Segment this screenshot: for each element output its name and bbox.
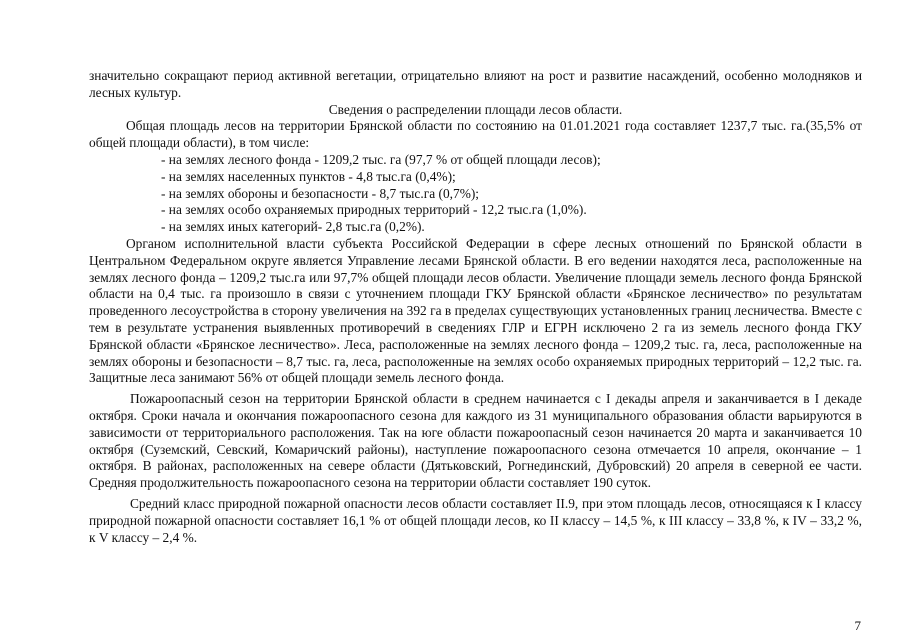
document-page bbox=[89, 68, 862, 546]
section-heading: Сведения о распределении площади лесов области. bbox=[328, 101, 623, 117]
paragraph-intro: значительно сокращают период активной вегетации, отрицательно влияют на рост и развитие насаждений, особенно молодняков и лесных культур. bbox=[89, 68, 862, 100]
list-item: - на землях населенных пунктов - 4,8 тыс.га (0,4%); bbox=[161, 168, 456, 184]
list-item: - на землях лесного фонда - 1209,2 тыс. га (97,7 % от общей площади лесов); bbox=[161, 151, 601, 167]
area-breakdown-list bbox=[89, 152, 862, 236]
paragraph-fire-season: Пожароопасный сезон на территории Брянской области в среднем начинается с I декады апреля и заканчивается в I декаде октября. Сроки начала и окончания пожароопасного сезона для каждого из 31 муниципального образования области варьируются в зависимости от территориального расположения. Так на юге области пожароопасный сезон начинается 20 марта и заканчивается 10 октября (Суземский, Севский, Комаричский районы), наступление пожароопасного сезона отмечается 10 апреля, окончание – 1 октября. В районах, расположенных на севере области (Дятьковский, Рогнединский, Дубровский) 20 апреля в северной ее части. Средняя продолжительность пожароопасного сезона на территории области составляет 190 суток. bbox=[89, 391, 862, 491]
paragraph-total-area: Общая площадь лесов на территории Брянской области по состоянию на 01.01.2021 года составляет 1237,7 тыс. га.(35,5% от общей площади области), в том числе: bbox=[89, 118, 862, 151]
paragraph-authority: Органом исполнительной власти субъекта Российской Федерации в сфере лесных отношений по Брянской области в Центральном Федеральном округе является Управление лесами Брянской области. В его ведении находятся леса, расположенные на землях лесного фонда – 1209,2 тыс.га или 97,7% общей площади лесов области. Увеличение площади земель лесного фонда Брянской области на 0,4 тыс. га произошло в связи с уточнением площади ГКУ Брянской области «Брянское лесничество» по результатам проведенного лесоустройства в сторону увеличения на 392 га в пределах существующих установленных границ лесничества. Вместе с тем в результате устранения выявленных противоречий в сведениях ГЛР и ЕГРН исключено 2 га из земель лесного фонда ГКУ Брянской области «Брянское лесничество». Леса, расположенные на землях лесного фонда – 1209,2 тыс. га, леса, расположенные на землях обороны и безопасности – 8,7 тыс. га, леса, расположенные на землях особо охраняемых природных территорий – 12,2 тыс. га. Защитные леса занимают 56% от общей площади земель лесного фонда. bbox=[89, 235, 862, 386]
paragraph-fire-class: Средний класс природной пожарной опасности лесов области составляет II.9, при этом площадь лесов, относящаяся к I классу природной пожарной опасности составляет 16,1 % от общей площади лесов, ко II классу – 14,5 %, к III классу – 33,8 %, к IV – 33,2 %, к V классу – 2,4 %. bbox=[89, 495, 862, 545]
list-item: - на землях обороны и безопасности - 8,7 тыс.га (0,7%); bbox=[161, 185, 480, 201]
list-item: - на землях особо охраняемых природных территорий - 12,2 тыс.га (1,0%). bbox=[161, 202, 587, 218]
list-item: - на землях иных категорий- 2,8 тыс.га (0,2%). bbox=[161, 219, 425, 235]
page-number: 7 bbox=[854, 618, 861, 633]
